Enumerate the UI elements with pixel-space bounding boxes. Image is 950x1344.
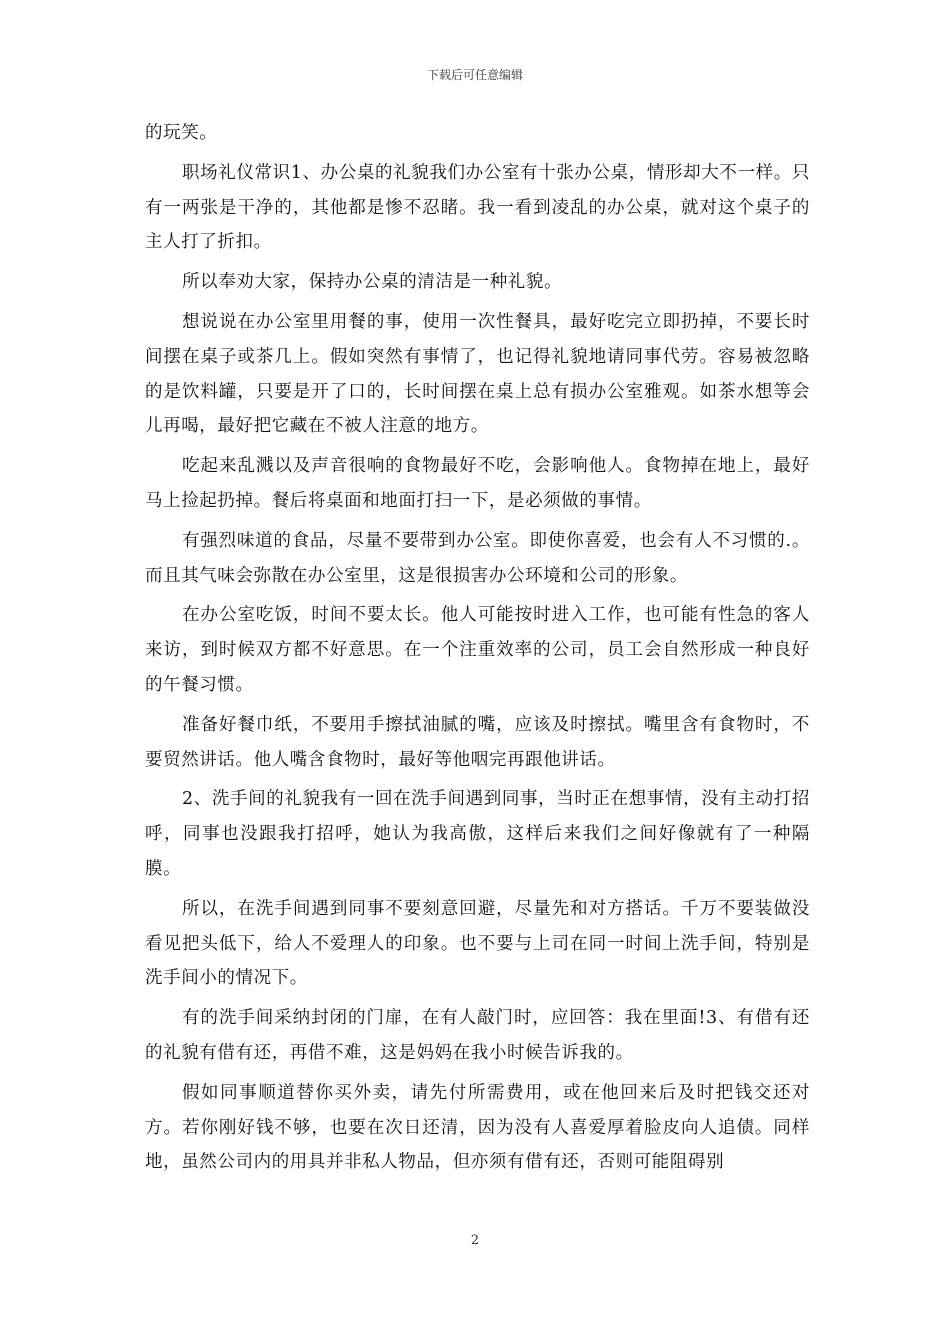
page-header: 下载后可任意编辑 — [426, 68, 523, 82]
paragraph-9: 2、洗手间的礼貌我有一回在洗手间遇到同事，当时正在想事情，没有主动打招呼，同事也没跟我打招呼，她认为我高傲，这样后来我们之间好像就有了一种隔膜。 — [145, 789, 810, 879]
paragraph-3: 所以奉劝大家，保持办公桌的清洁是一种礼貌。 — [182, 272, 563, 293]
page-number: 2 — [470, 1233, 480, 1248]
paragraph-7: 在办公室吃饭，时间不要太长。他人可能按时进入工作，也可能有性急的客人来访，到时候双方都不好意思。在一个注重效率的公司，员工会自然形成一种良好的午餐习惯。 — [145, 605, 810, 695]
paragraph-5: 吃起来乱溅以及声音很响的食物最好不吃，会影响他人。食物掉在地上，最好马上捡起扔掉。餐后将桌面和地面打扫一下，是必须做的事情。 — [145, 456, 810, 511]
paragraph-8: 准备好餐巾纸，不要用手擦拭油腻的嘴，应该及时擦拭。嘴里含有食物时，不要贸然讲话。他人嘴含食物时，最好等他咽完再跟他讲话。 — [145, 714, 810, 770]
paragraph-10: 所以，在洗手间遇到同事不要刻意回避，尽量先和对方搭话。千万不要装做没看见把头低下，给人不爱理人的印象。也不要与上司在同一时间上洗手间，特别是洗手间小的情况下。 — [145, 898, 810, 989]
paragraph-12: 假如同事顺道替你买外卖，请先付所需费用，或在他回来后及时把钱交还对方。若你刚好钱不够，也要在次日还清，因为没有人喜爱厚着脸皮向人追债。同样地，虽然公司内的用具并非私人物品，但亦须有借有还，否则可能阻碍别 — [145, 1082, 810, 1173]
paragraph-2: 职场礼仪常识1、办公桌的礼貌我们办公室有十张办公桌，情形却大不一样。只有一两张是干净的，其他都是惨不忍睹。我一看到凌乱的办公桌，就对这个桌子的主人打了折扣。 — [145, 162, 810, 253]
paragraph-11: 有的洗手间采纳封闭的门扉，在有人敲门时，应回答：我在里面!3、有借有还的礼貌有借有还，再借不难，这是妈妈在我小时候告诉我的。 — [145, 1008, 810, 1063]
paragraph-1: 的玩笑。 — [145, 123, 218, 143]
paragraph-6: 有强烈味道的食品，尽量不要带到办公室。即使你喜爱，也会有人不习惯的.。而且其气味会弥散在办公室里，这是很损害办公环境和公司的形象。 — [145, 530, 810, 586]
paragraph-4: 想说说在办公室里用餐的事，使用一次性餐具，最好吃完立即扔掉，不要长时间摆在桌子或茶几上。假如突然有事情了，也记得礼貌地请同事代劳。容易被忽略的是饮料罐，只要是开了口的，长时间摆在桌上总有损办公室雅观。如茶水想等会儿再喝，最好把它藏在不被人注意的地方。 — [145, 311, 810, 437]
document-body — [145, 116, 810, 1185]
